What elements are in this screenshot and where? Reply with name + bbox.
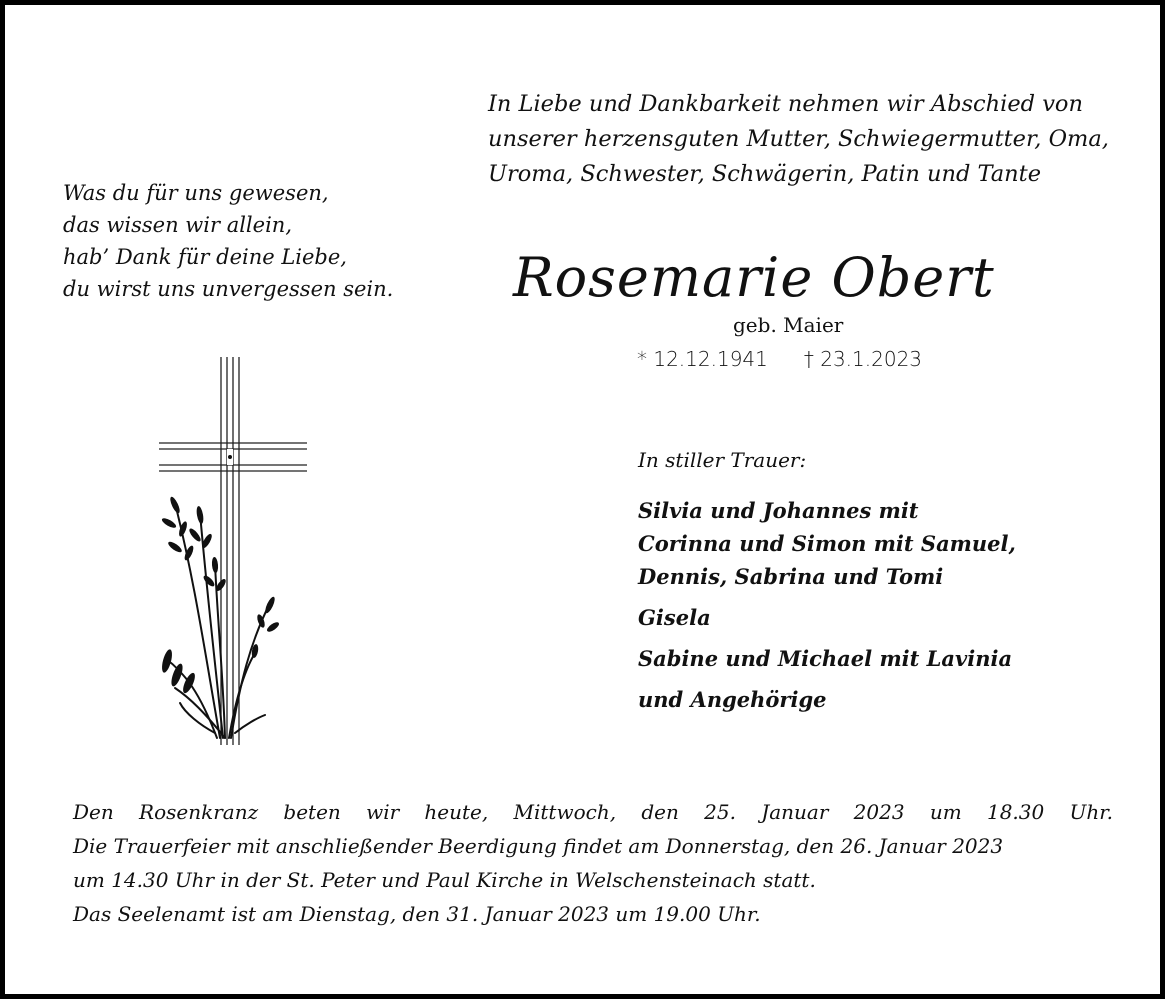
intro-line: unserer herzensguten Mutter, Schwiegermutter, Oma,: [488, 126, 1109, 152]
service-line-rosary: [73, 795, 1113, 829]
mourner-line: Corinna und Simon mit Samuel,: [638, 531, 1016, 556]
death-date: † 23.1.2023: [803, 347, 923, 371]
poem-line: Was du für uns gewesen,: [63, 181, 329, 205]
service-word: 25.: [704, 800, 736, 824]
mourner-line: Sabine und Michael mit Lavinia: [638, 646, 1013, 671]
poem: [63, 177, 443, 305]
mourner-line: und Angehörige: [638, 687, 827, 712]
service-word: 18.30: [986, 800, 1045, 824]
service-line: Die Trauerfeier mit anschließender Beerdigung findet am Donnerstag, den 26. Januar 2023: [73, 834, 1004, 858]
mourner-line: Dennis, Sabrina und Tomi: [638, 564, 944, 589]
cross-with-grass-icon: [145, 353, 325, 753]
service-word: Uhr.: [1069, 800, 1113, 824]
service-line: Das Seelenamt ist am Dienstag, den 31. Januar 2023 um 19.00 Uhr.: [73, 902, 761, 926]
poem-line: das wissen wir allein,: [63, 213, 292, 237]
service-word: wir: [366, 800, 400, 824]
service-word: beten: [283, 800, 341, 824]
service-word: Mittwoch,: [513, 800, 617, 824]
service-info: [73, 795, 1113, 931]
service-word: um: [929, 800, 962, 824]
mourner-line: Silvia und Johannes mit: [638, 498, 919, 523]
service-line: um 14.30 Uhr in der St. Peter und Paul Kirche in Welschensteinach statt.: [73, 868, 816, 892]
birth-name: geb. Maier: [733, 313, 844, 337]
service-word: den: [641, 800, 679, 824]
service-word: 2023: [853, 800, 905, 824]
service-word: Den: [73, 800, 114, 824]
mourners-list: [638, 494, 1118, 716]
intro-line: Uroma, Schwester, Schwägerin, Patin und Tante: [488, 161, 1042, 187]
life-dates: [637, 345, 922, 373]
intro-line: In Liebe und Dankbarkeit nehmen wir Abschied von: [488, 91, 1083, 117]
service-word: Rosenkranz: [139, 800, 259, 824]
poem-line: hab’ Dank für deine Liebe,: [63, 245, 347, 269]
intro-text: [488, 87, 1128, 192]
service-word: Januar: [761, 800, 829, 824]
deceased-name: Rosemarie Obert: [513, 246, 995, 309]
birth-date: * 12.12.1941: [637, 347, 768, 371]
poem-line: du wirst uns unvergessen sein.: [63, 277, 394, 301]
mourner-line: Gisela: [638, 605, 711, 630]
mourning-label: In stiller Trauer:: [638, 448, 807, 472]
service-word: heute,: [424, 800, 489, 824]
